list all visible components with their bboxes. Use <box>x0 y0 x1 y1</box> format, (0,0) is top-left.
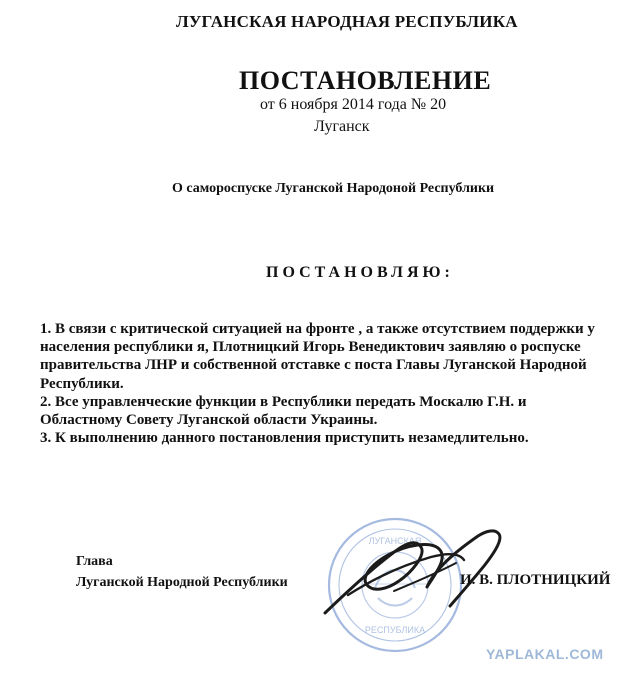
document-subject: О самороспуске Луганской Народоной Республики <box>172 181 495 196</box>
paragraph-1: 1. В связи с критической ситуацией на фронте , а также отсутствием поддержки у населения республики я, Плотницкий Игорь Венедиктович заявляю о роспуске правительства ЛНР и собственной отставке с поста Главы Луганской Народной Республики. <box>40 321 595 392</box>
decree-heading: ПОСТАНОВЛЯЮ: <box>266 264 454 281</box>
site-watermark: YAPLAKAL.COM <box>486 646 604 662</box>
signatory-name: И. В. ПЛОТНИЦКИЙ <box>460 572 611 588</box>
paragraph-2: 2. Все управленческие функции в Республики передать Москалю Г.Н. и Областному Совету Луганской области Украины. <box>40 393 527 429</box>
signature-svg <box>290 505 540 625</box>
svg-text:РЕСПУБЛИКА: РЕСПУБЛИКА <box>364 625 426 635</box>
signature-role <box>76 551 288 593</box>
document-title: ПОСТАНОВЛЕНИЕ <box>239 66 492 95</box>
signature-role-line-1: Глава <box>76 554 113 569</box>
document-date-number: от 6 ноября 2014 года № 20 <box>260 96 447 113</box>
republic-heading: ЛУГАНСКАЯ НАРОДНАЯ РЕСПУБЛИКА <box>176 12 518 31</box>
document-body <box>40 320 610 447</box>
svg-text:ЛУГАНСКАЯ: ЛУГАНСКАЯ <box>368 536 422 546</box>
signature-role-line-2: Луганской Народной Республики <box>76 575 288 590</box>
document-city: Луганск <box>314 118 370 135</box>
paragraph-3: 3. К выполнению данного постановления приступить незамедлительно. <box>40 430 529 447</box>
handwritten-signature <box>290 505 540 625</box>
